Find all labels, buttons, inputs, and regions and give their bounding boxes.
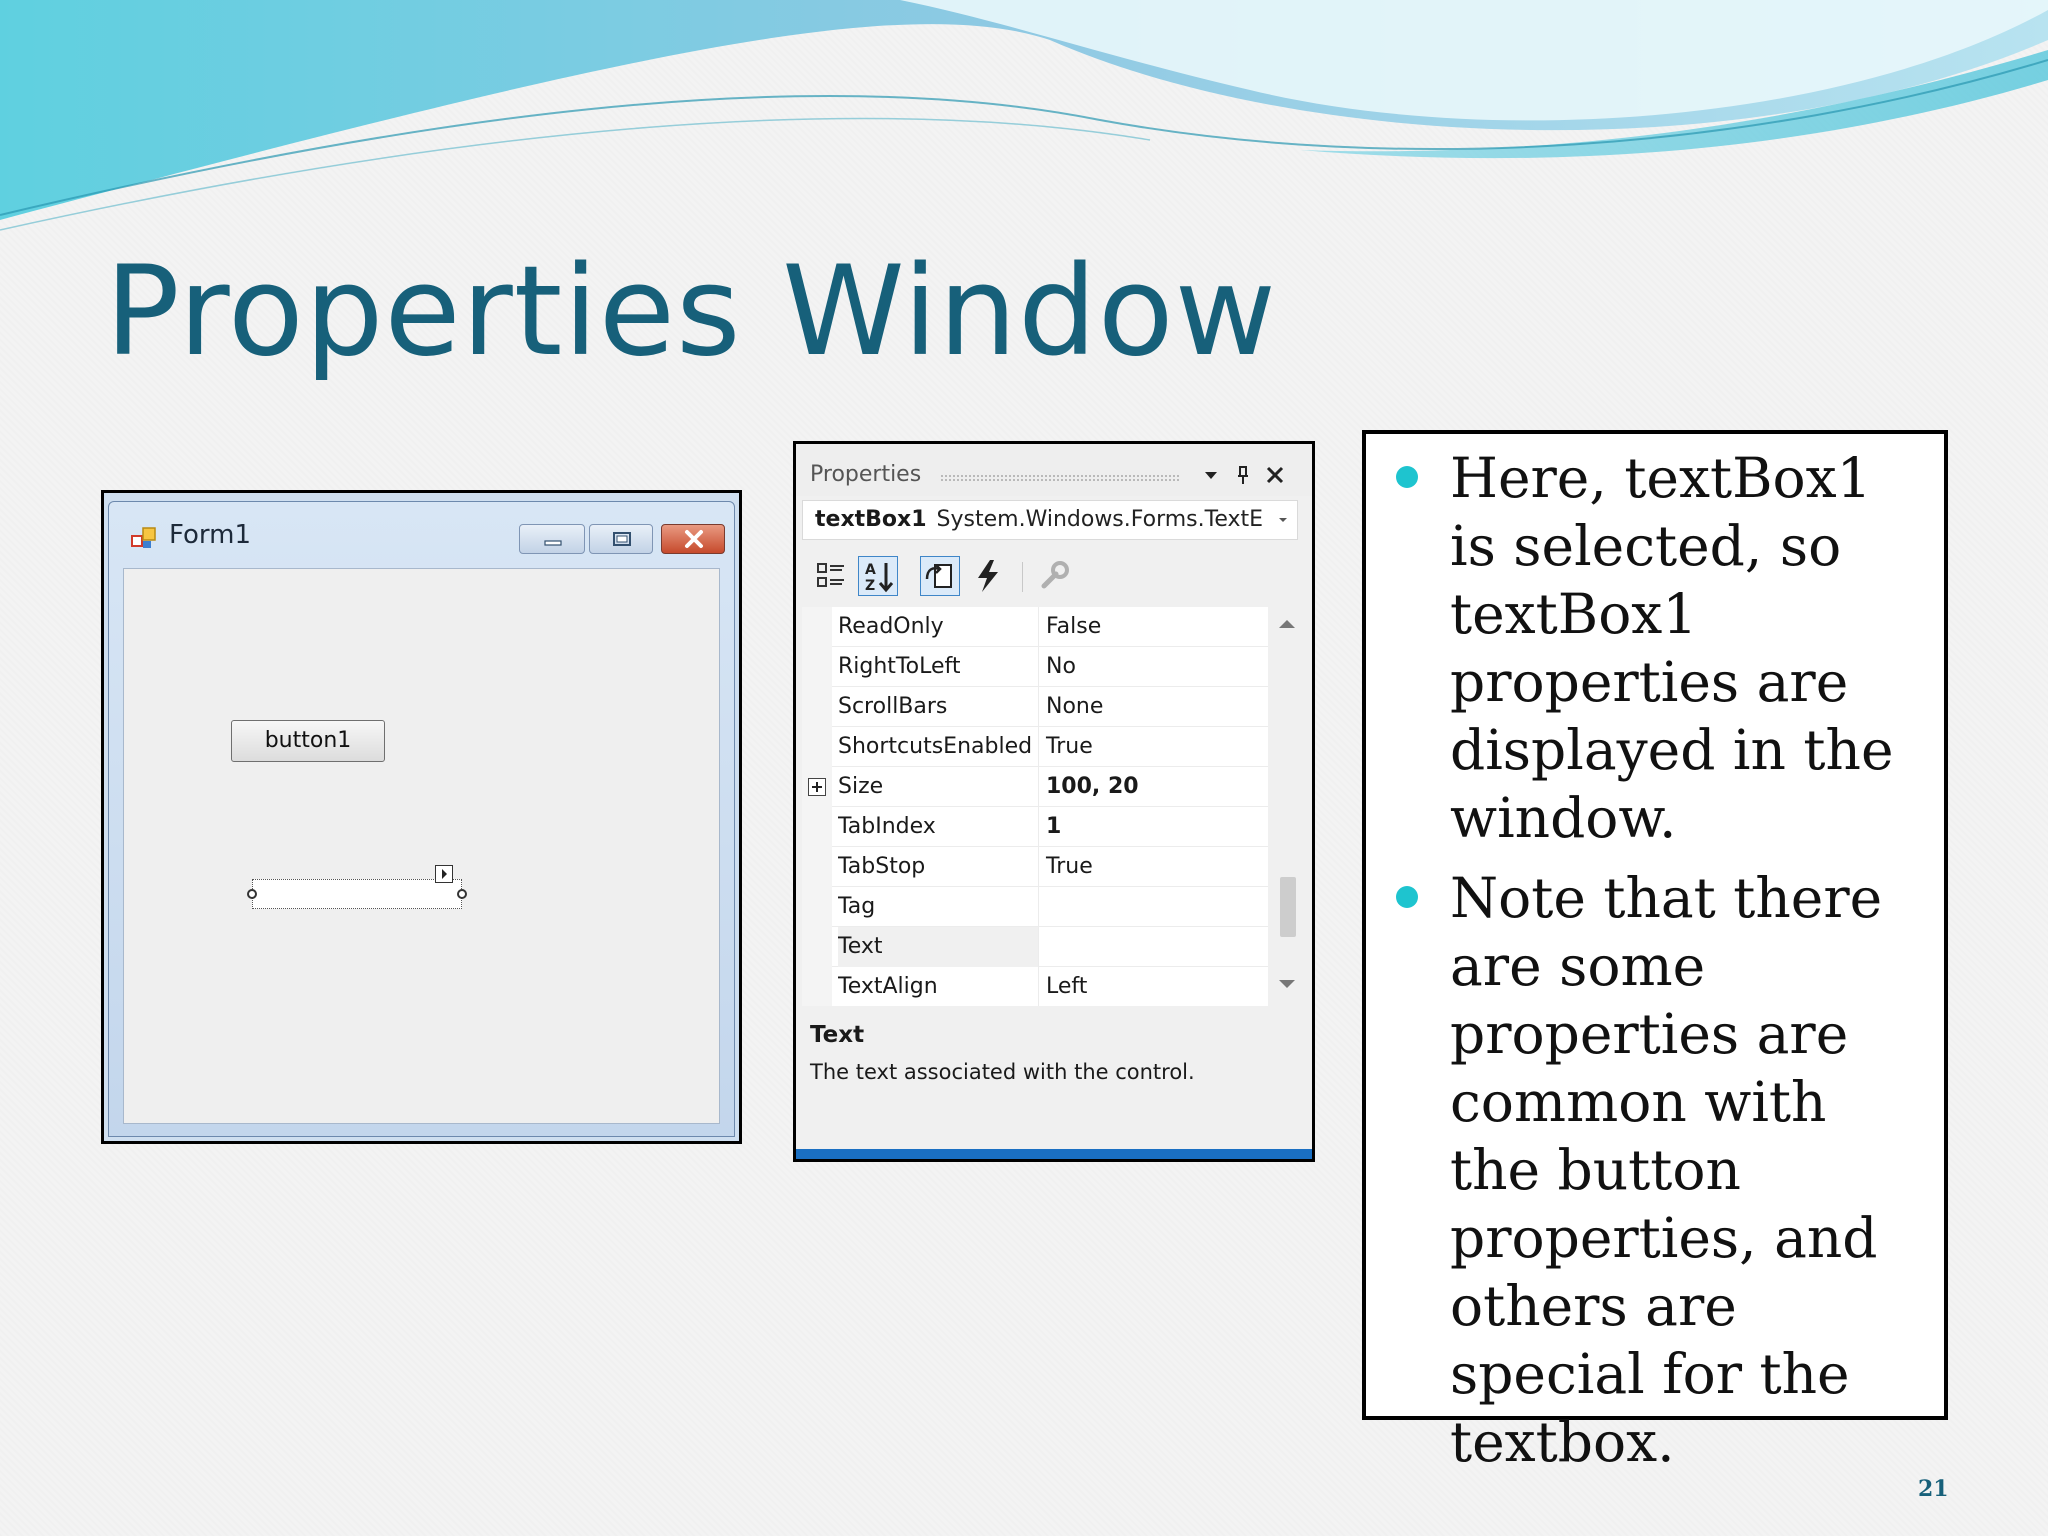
bullet-text: Note that there are some properties are common with the button properties, and others are special for the textbox. — [1450, 866, 1883, 1474]
property-row[interactable] — [802, 607, 1268, 647]
dropdown-arrow-icon[interactable] — [1200, 464, 1222, 486]
alphabetical-button[interactable] — [858, 556, 898, 596]
property-pages-icon — [1034, 556, 1074, 596]
bullet-dot-icon — [1396, 886, 1418, 908]
scrollbar-thumb[interactable] — [1280, 877, 1296, 937]
drag-grip[interactable] — [940, 474, 1180, 482]
property-name: Text — [838, 927, 1039, 967]
object-selector[interactable] — [802, 500, 1298, 540]
property-value[interactable]: None — [1046, 694, 1104, 719]
property-name: ReadOnly — [838, 607, 1039, 647]
property-value[interactable]: 1 — [1046, 814, 1062, 839]
categorized-button[interactable] — [812, 556, 852, 596]
resize-handle-right[interactable] — [457, 889, 467, 899]
properties-view-button[interactable] — [920, 556, 960, 596]
description-text: The text associated with the control. — [810, 1060, 1195, 1084]
events-icon — [968, 556, 1008, 596]
maximize-icon — [590, 525, 654, 555]
form-client-area[interactable] — [123, 568, 720, 1124]
property-row-gutter — [802, 927, 832, 967]
property-row[interactable] — [802, 887, 1268, 927]
property-row-gutter — [802, 967, 832, 1006]
form-icon — [131, 526, 159, 550]
object-name: textBox1 — [815, 507, 927, 532]
property-name: TabIndex — [838, 807, 1039, 847]
property-row[interactable] — [802, 687, 1268, 727]
properties-toolbar — [796, 546, 1312, 596]
slide-title: Properties Window — [105, 240, 1277, 384]
minimize-icon — [520, 525, 586, 555]
property-row[interactable] — [802, 647, 1268, 687]
property-row-gutter — [802, 727, 832, 767]
scroll-down-icon[interactable] — [1278, 977, 1296, 991]
property-description — [802, 1014, 1306, 1134]
object-type: System.Windows.Forms.TextE — [936, 507, 1264, 532]
categorized-icon — [812, 556, 852, 596]
form-designer-window — [101, 490, 742, 1144]
bullet-box — [1362, 430, 1948, 1474]
maximize-button[interactable] — [589, 524, 653, 554]
property-value[interactable]: No — [1046, 654, 1076, 679]
property-row-gutter — [802, 647, 832, 687]
chevron-down-icon — [1275, 509, 1291, 529]
property-row[interactable] — [802, 807, 1268, 847]
description-title: Text — [810, 1022, 865, 1048]
properties-panel — [793, 441, 1315, 1162]
properties-icon — [921, 557, 961, 597]
property-row[interactable] — [802, 727, 1268, 767]
property-name: TabStop — [838, 847, 1039, 887]
property-pages-button[interactable] — [1034, 556, 1074, 596]
scroll-up-icon[interactable] — [1278, 617, 1296, 631]
property-value[interactable]: 100, 20 — [1046, 774, 1139, 799]
alphabetical-icon — [859, 557, 899, 597]
expand-plus-icon[interactable] — [808, 778, 826, 796]
property-value[interactable]: Left — [1046, 974, 1088, 999]
bullet-item — [1366, 444, 1932, 852]
svg-text:Z: Z — [865, 578, 876, 594]
property-grid-scrollbar[interactable] — [1270, 607, 1304, 1006]
bullet-dot-icon — [1396, 466, 1418, 488]
textbox1-selection[interactable] — [247, 865, 467, 913]
property-row-gutter — [802, 807, 832, 847]
form-titlebar[interactable] — [109, 502, 734, 568]
close-icon — [662, 525, 726, 555]
toolbar-separator — [1022, 562, 1023, 592]
property-row[interactable] — [802, 927, 1268, 967]
property-grid — [802, 607, 1268, 1006]
textbox1[interactable] — [252, 879, 462, 909]
property-row[interactable] — [802, 847, 1268, 887]
property-name: ScrollBars — [838, 687, 1039, 727]
property-value[interactable]: True — [1046, 854, 1093, 879]
decorative-wave-banner — [0, 0, 2048, 240]
smart-tag-button[interactable] — [435, 865, 453, 883]
properties-header[interactable] — [796, 444, 1312, 496]
properties-title: Properties — [810, 462, 922, 487]
property-name: TextAlign — [838, 967, 1039, 1006]
events-button[interactable] — [968, 556, 1008, 596]
property-name: Tag — [838, 887, 1039, 927]
slide-number: 21 — [1918, 1476, 1949, 1502]
minimize-button[interactable] — [519, 524, 585, 554]
button1[interactable]: button1 — [231, 720, 385, 762]
property-value[interactable]: False — [1046, 614, 1102, 639]
close-icon[interactable] — [1264, 464, 1286, 486]
property-value[interactable]: True — [1046, 734, 1093, 759]
property-row[interactable] — [802, 967, 1268, 1006]
property-name: RightToLeft — [838, 647, 1039, 687]
property-row[interactable] — [802, 767, 1268, 807]
form-title: Form1 — [169, 520, 252, 550]
property-name: ShortcutsEnabled — [838, 727, 1039, 767]
bullet-list — [1366, 434, 1932, 1476]
property-row-gutter — [802, 887, 832, 927]
property-row-gutter — [802, 687, 832, 727]
pin-icon[interactable] — [1232, 464, 1254, 486]
bullet-item — [1366, 864, 1932, 1476]
svg-text:A: A — [865, 562, 876, 578]
bullet-text: Here, textBox1 is selected, so textBox1 properties are displayed in the window. — [1450, 446, 1894, 850]
property-row-gutter — [802, 767, 832, 807]
close-button[interactable] — [661, 524, 725, 554]
resize-handle-left[interactable] — [247, 889, 257, 899]
form-frame — [108, 501, 735, 1137]
smart-tag-arrow-icon — [436, 866, 452, 882]
property-row-gutter — [802, 607, 832, 647]
property-name: Size — [838, 767, 1039, 807]
panel-bottom-bar — [796, 1149, 1312, 1159]
property-row-gutter — [802, 847, 832, 887]
